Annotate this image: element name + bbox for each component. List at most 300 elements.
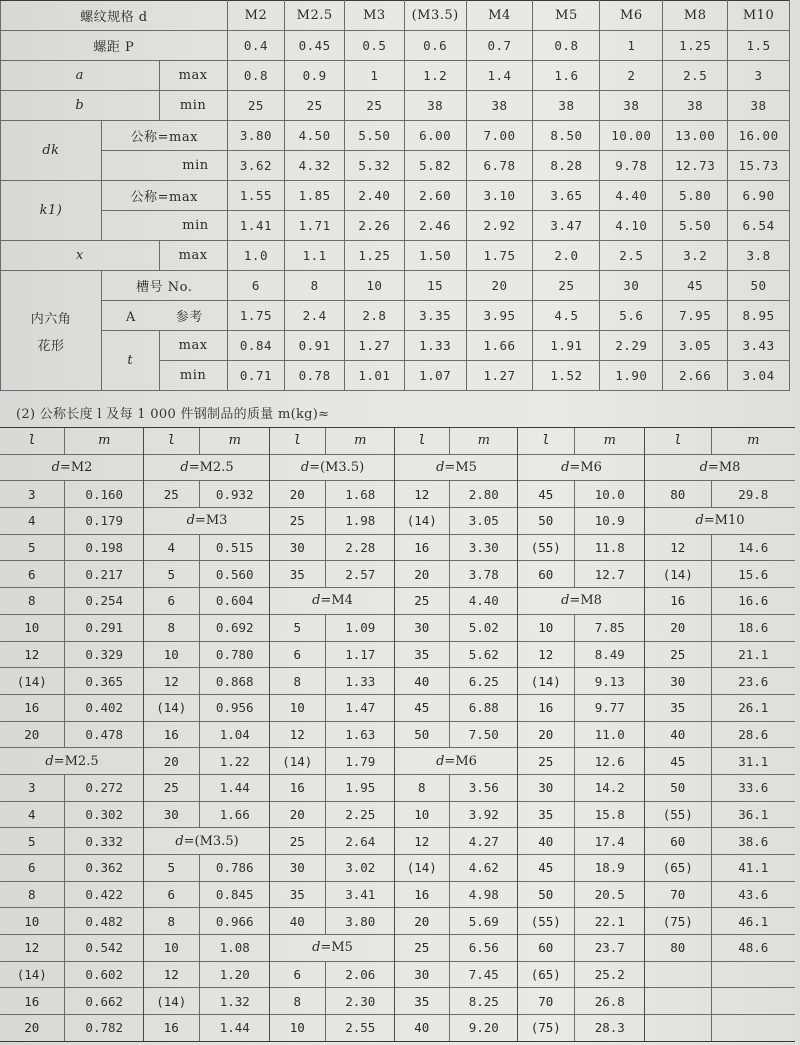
thread-subheader-row	[0, 454, 144, 481]
mass-cell: 2.30	[325, 988, 395, 1015]
mass-cell: 4.40	[449, 588, 518, 615]
length-cell: 50	[395, 721, 449, 748]
thread-subheader-size: =M5	[444, 460, 477, 476]
thread-subheader-size: =(M3.5)	[309, 460, 365, 476]
table-row	[645, 881, 795, 908]
thread-subheader-symbol: d	[436, 460, 445, 476]
table-row	[270, 668, 395, 695]
mass-column-header: m	[711, 428, 795, 454]
thread-subheader	[270, 588, 395, 615]
thread-subheader-size: =(M3.5)	[183, 833, 239, 849]
mass-cell: 3.30	[449, 534, 518, 561]
thread-size-header: M3	[345, 1, 405, 31]
pitch-row	[1, 31, 790, 61]
table-row	[395, 721, 518, 748]
mass-cell: 29.8	[711, 481, 795, 508]
mass-column-header: m	[64, 428, 144, 454]
length-cell: 16	[270, 774, 325, 801]
thread-subheader-size: =M5	[320, 940, 353, 956]
table-row	[144, 561, 270, 588]
length-cell: 20	[270, 481, 325, 508]
mass-cell: 28.3	[594, 1020, 625, 1036]
mass-cell: 0.402	[64, 694, 144, 721]
table-row	[0, 935, 144, 962]
table-row	[270, 828, 395, 855]
thread-subheader	[645, 454, 795, 481]
dk-min-value: 5.82	[404, 151, 466, 181]
length-cell: 60	[518, 935, 574, 962]
table-row	[645, 588, 795, 615]
table-row	[518, 988, 645, 1015]
mass-cell: 1.66	[199, 801, 270, 828]
thread-subheader-row	[395, 748, 518, 775]
mass-cell: 0.956	[199, 694, 270, 721]
recess-no-value: 20	[466, 271, 533, 301]
table-row	[395, 561, 518, 588]
param-value: 1.2	[404, 61, 466, 91]
param-value: 38	[663, 91, 728, 121]
thread-subheader-row	[144, 454, 270, 481]
length-cell: 12	[270, 721, 325, 748]
length-cell: 50	[518, 508, 574, 535]
mass-cell: 4.62	[449, 855, 518, 882]
mass-column-header: m	[325, 428, 395, 454]
table-row	[395, 641, 518, 668]
recess-no-value: 6	[227, 271, 285, 301]
thread-size-header: M6	[600, 1, 663, 31]
mass-cell: 4.98	[449, 881, 518, 908]
k-max-value: 1.85	[285, 181, 345, 211]
mass-cell: 0.515	[199, 534, 270, 561]
table-row	[270, 641, 395, 668]
thread-subheader	[270, 935, 395, 962]
mass-cell: 41.1	[711, 855, 795, 882]
length-cell: 10	[395, 801, 449, 828]
length-cell: 80	[645, 935, 711, 962]
length-cell: 20	[645, 614, 711, 641]
length-cell: 70	[645, 881, 711, 908]
dk-max-value: 6.00	[404, 121, 466, 151]
mass-cell: 10.9	[574, 508, 645, 535]
table-row	[518, 855, 645, 882]
length-cell: 10	[144, 935, 199, 962]
table-row	[270, 881, 395, 908]
table-row	[1, 211, 790, 241]
param-value: 3	[728, 61, 790, 91]
dk-label: dk	[1, 121, 102, 181]
length-column-header: l	[645, 428, 711, 454]
length-cell: 12	[144, 668, 199, 695]
mass-cell: 46.1	[711, 908, 795, 935]
table-row	[270, 774, 395, 801]
thread-size-header: M2.5	[285, 1, 345, 31]
dk-min-value: 4.32	[285, 151, 345, 181]
mass-cell: 1.32	[199, 988, 270, 1015]
table-row	[395, 961, 518, 988]
length-cell: 25	[645, 641, 711, 668]
length-cell: (55)	[645, 801, 711, 828]
mass-cell: 3.02	[325, 855, 395, 882]
mass-cell: 1.63	[325, 721, 395, 748]
length-cell: 16	[144, 1015, 199, 1041]
recess-t-max-value: 1.91	[533, 331, 600, 361]
recess-no-value: 30	[600, 271, 663, 301]
recess-a-value: 5.6	[600, 301, 663, 331]
thread-subheader-row	[0, 748, 144, 775]
length-cell: 6	[270, 961, 325, 988]
mass-cell: 0.542	[64, 935, 144, 962]
mass-cell: 7.45	[449, 961, 518, 988]
table-row	[395, 614, 518, 641]
param-sub-label: min	[159, 91, 227, 121]
recess-t-max-value: 1.27	[345, 331, 405, 361]
dk-max-value: 4.50	[285, 121, 345, 151]
length-cell: 16	[0, 988, 64, 1015]
recess-t-min-value: 1.07	[404, 361, 466, 391]
length-cell: 30	[395, 614, 449, 641]
table-row	[0, 828, 144, 855]
length-cell: 6	[144, 588, 199, 615]
mass-cell: 0.662	[64, 988, 144, 1015]
length-cell: 5	[0, 534, 64, 561]
recess-t-min-value: 2.66	[663, 361, 728, 391]
k-max-value: 6.90	[728, 181, 790, 211]
thread-size-header: M2	[227, 1, 285, 31]
recess-a-value: 2.4	[285, 301, 345, 331]
mass-cell: 0.362	[64, 855, 144, 882]
thread-subheader-size: =M2	[59, 460, 93, 476]
table-row	[270, 694, 395, 721]
k-max-value: 2.60	[404, 181, 466, 211]
recess-a-value: 2.8	[345, 301, 405, 331]
length-cell: 6	[0, 561, 64, 588]
mass-cell: 7.85	[574, 614, 645, 641]
table-row	[645, 801, 795, 828]
mass-header-row	[144, 428, 270, 454]
table-row	[518, 1015, 645, 1041]
param-value: 1.4	[466, 61, 533, 91]
mass-cell: 5.69	[449, 908, 518, 935]
length-cell: (14)	[518, 668, 574, 695]
length-cell: 40	[518, 828, 574, 855]
table-row	[0, 508, 144, 535]
length-cell: 30	[645, 668, 711, 695]
length-column-header: l	[395, 428, 449, 454]
length-cell: 10	[144, 641, 199, 668]
param-value: 38	[728, 91, 790, 121]
mass-column-group	[645, 427, 795, 1042]
mass-column-header: m	[449, 428, 518, 454]
blank-cell	[645, 988, 711, 1015]
mass-cell: 48.6	[711, 935, 795, 962]
recess-t-min-value: 1.01	[345, 361, 405, 391]
recess-no-value: 15	[404, 271, 466, 301]
table-row	[270, 721, 395, 748]
mass-cell: 18.6	[711, 614, 795, 641]
table-row	[144, 481, 270, 508]
length-cell: 40	[645, 721, 711, 748]
pitch-value: 0.5	[345, 31, 405, 61]
k-min-value: 5.50	[663, 211, 728, 241]
mass-cell: 38.6	[711, 828, 795, 855]
length-cell: 10	[0, 908, 64, 935]
table-row	[0, 774, 144, 801]
thread-subheader	[518, 454, 645, 481]
mass-column-header: m	[574, 428, 645, 454]
dk-max-value: 13.00	[663, 121, 728, 151]
k-max-value: 4.40	[600, 181, 663, 211]
recess-no-value: 45	[663, 271, 728, 301]
length-cell: 10	[0, 614, 64, 641]
table-row	[144, 801, 270, 828]
thread-subheader-size: =M10	[703, 513, 745, 529]
mass-cell: 26.8	[574, 988, 645, 1015]
pitch-value: 1.5	[728, 31, 790, 61]
param-value: 38	[466, 91, 533, 121]
recess-t-max-value: 1.33	[404, 331, 466, 361]
mass-cell: 9.13	[574, 668, 645, 695]
table-row	[395, 588, 518, 615]
thread-subheader	[518, 588, 645, 615]
table-row	[270, 855, 395, 882]
blank-cell	[645, 1015, 711, 1041]
thread-subheader-symbol: d	[312, 940, 321, 956]
length-cell: 8	[270, 668, 325, 695]
mass-cell: 0.160	[64, 481, 144, 508]
length-cell: 5	[0, 828, 64, 855]
mass-header-row	[395, 428, 518, 454]
table-row	[518, 481, 645, 508]
recess-a-value: 3.35	[404, 301, 466, 331]
table-row	[395, 828, 518, 855]
thread-subheader-row	[645, 508, 795, 535]
x-max-value: 1.50	[404, 241, 466, 271]
dk-max-value: 5.50	[345, 121, 405, 151]
mass-cell: 2.25	[325, 801, 395, 828]
table-row	[645, 828, 795, 855]
length-cell: 5	[144, 561, 199, 588]
mass-cell: 21.1	[711, 641, 795, 668]
thread-subheader-size: =M8	[569, 593, 602, 609]
table-row	[144, 641, 270, 668]
mass-cell: 9.20	[468, 1020, 499, 1036]
param-value: 25	[285, 91, 345, 121]
mass-cell: 0.254	[64, 588, 144, 615]
mass-cell: 15.6	[711, 561, 795, 588]
length-cell: 45	[518, 855, 574, 882]
mass-cell: 0.482	[64, 908, 144, 935]
length-cell: 3	[0, 481, 64, 508]
table-row	[0, 988, 144, 1015]
table-row	[518, 801, 645, 828]
mass-cell: 0.291	[64, 614, 144, 641]
length-cell: 8	[395, 774, 449, 801]
mass-cell: 12.7	[574, 561, 645, 588]
mass-cell: 1.33	[325, 668, 395, 695]
mass-cell: 10.0	[574, 481, 645, 508]
length-cell: 8	[270, 988, 325, 1015]
length-cell: 10	[270, 694, 325, 721]
length-cell: 8	[144, 614, 199, 641]
blank-cell	[711, 988, 795, 1015]
mass-cell: 8.49	[574, 641, 645, 668]
pitch-label: 螺距 P	[1, 31, 228, 61]
table-row	[270, 988, 395, 1015]
mass-cell: 11.8	[574, 534, 645, 561]
mass-cell: 4.27	[449, 828, 518, 855]
table-row	[645, 641, 795, 668]
mass-cell: 1.68	[325, 481, 395, 508]
thread-subheader-row	[518, 588, 645, 615]
pitch-value: 0.7	[466, 31, 533, 61]
thread-subheader-size: =M6	[444, 753, 477, 769]
mass-cell: 0.332	[64, 828, 144, 855]
x-max-value: 3.8	[728, 241, 790, 271]
mass-cell: 12.6	[574, 748, 645, 775]
param-sub-label: min	[101, 211, 227, 241]
recess-no-value: 10	[345, 271, 405, 301]
thread-subheader-symbol: d	[300, 460, 310, 476]
param-value: 38	[404, 91, 466, 121]
thread-subheader-size: =M3	[194, 513, 228, 529]
k-min-value: 4.10	[600, 211, 663, 241]
length-cell: 35	[270, 881, 325, 908]
length-cell: 30	[144, 801, 199, 828]
mass-cell: 1.09	[325, 614, 395, 641]
table-row	[395, 481, 518, 508]
mass-cell: 6.25	[449, 668, 518, 695]
mass-cell: 15.8	[574, 801, 645, 828]
thread-size-header: M10	[728, 1, 790, 31]
recess-t-max-value: 1.66	[466, 331, 533, 361]
param-value: 1	[345, 61, 405, 91]
length-cell: 25	[144, 481, 199, 508]
length-cell: (14)	[395, 508, 449, 535]
thread-subheader-symbol: d	[561, 460, 570, 476]
length-cell: 8	[0, 881, 64, 908]
table-row	[518, 908, 645, 935]
length-cell: 25	[395, 588, 449, 615]
recess-t-max-value: 2.29	[600, 331, 663, 361]
k-max-value: 5.80	[663, 181, 728, 211]
table-row	[144, 721, 270, 748]
k-min-value: 2.92	[466, 211, 533, 241]
mass-cell: 0.868	[199, 668, 270, 695]
thread-subheader-row	[645, 454, 795, 481]
mass-cell: 28.6	[711, 721, 795, 748]
length-cell: (75)	[645, 908, 711, 935]
length-cell: 50	[518, 881, 574, 908]
length-cell: 4	[144, 534, 199, 561]
mass-cell: 0.272	[64, 774, 144, 801]
dk-max-value: 8.50	[533, 121, 600, 151]
table-row	[0, 801, 144, 828]
table-row	[395, 1015, 518, 1041]
mass-cell: 1.95	[325, 774, 395, 801]
length-cell: 20	[0, 1015, 64, 1041]
recess-no-value: 8	[285, 271, 345, 301]
table-row	[270, 534, 395, 561]
table-row	[0, 721, 144, 748]
length-cell: 40	[395, 1015, 449, 1041]
table-row	[645, 668, 795, 695]
recess-t-min-value: 1.27	[466, 361, 533, 391]
table-row	[395, 694, 518, 721]
thread-size-header: (M3.5)	[404, 1, 466, 31]
length-cell: 25	[395, 935, 449, 962]
table-row	[0, 855, 144, 882]
mass-cell: 6.56	[449, 935, 518, 962]
mass-cell: 2.06	[325, 961, 395, 988]
length-cell: 25	[270, 828, 325, 855]
length-cell: 12	[518, 641, 574, 668]
table-row	[645, 935, 795, 962]
param-value: 25	[227, 91, 285, 121]
thread-subheader-size: =M6	[569, 460, 602, 476]
blank-row	[645, 988, 795, 1015]
mass-cell: 14.6	[711, 534, 795, 561]
thread-size-header: M5	[533, 1, 600, 31]
mass-cell: 0.179	[64, 508, 144, 535]
table-row	[518, 668, 645, 695]
dk-min-value: 9.78	[600, 151, 663, 181]
mass-cell: 36.1	[711, 801, 795, 828]
length-cell: 10	[270, 1015, 325, 1041]
mass-header-row	[645, 428, 795, 454]
length-cell: 20	[518, 721, 574, 748]
length-cell: 12	[645, 534, 711, 561]
table-row	[645, 908, 795, 935]
table-row	[518, 748, 645, 775]
mass-cell: 0.966	[199, 908, 270, 935]
recess-t-min-value: 1.90	[600, 361, 663, 391]
length-cell: 20	[395, 908, 449, 935]
table-row	[144, 881, 270, 908]
table-row	[270, 748, 395, 775]
column-group-divider	[644, 427, 645, 1041]
mass-cell: 3.05	[449, 508, 518, 535]
mass-header-row	[270, 428, 395, 454]
table-row	[395, 774, 518, 801]
length-cell: 60	[645, 828, 711, 855]
table-row	[144, 534, 270, 561]
table-row	[144, 988, 270, 1015]
recess-a-label	[101, 301, 227, 331]
recess-t-max-value: 3.05	[663, 331, 728, 361]
length-cell: 12	[395, 481, 449, 508]
table-row	[0, 561, 144, 588]
dk-min-value: 8.28	[533, 151, 600, 181]
mass-cell: 2.64	[325, 828, 395, 855]
length-cell: 16	[395, 534, 449, 561]
mass-cell: 1.47	[325, 694, 395, 721]
thread-subheader-symbol: d	[175, 833, 184, 849]
table-row	[144, 614, 270, 641]
table-row	[518, 774, 645, 801]
recess-no-value: 50	[728, 271, 790, 301]
mass-cell: 0.692	[199, 614, 270, 641]
length-cell: 30	[395, 961, 449, 988]
table-row	[270, 481, 395, 508]
length-cell: 40	[395, 668, 449, 695]
length-cell: 30	[270, 534, 325, 561]
length-cell: 20	[395, 561, 449, 588]
mass-cell: 2.57	[325, 561, 395, 588]
mass-cell: 7.50	[449, 721, 518, 748]
length-cell: (14)	[144, 694, 199, 721]
length-cell: 20	[270, 801, 325, 828]
x-max-value: 1.25	[345, 241, 405, 271]
